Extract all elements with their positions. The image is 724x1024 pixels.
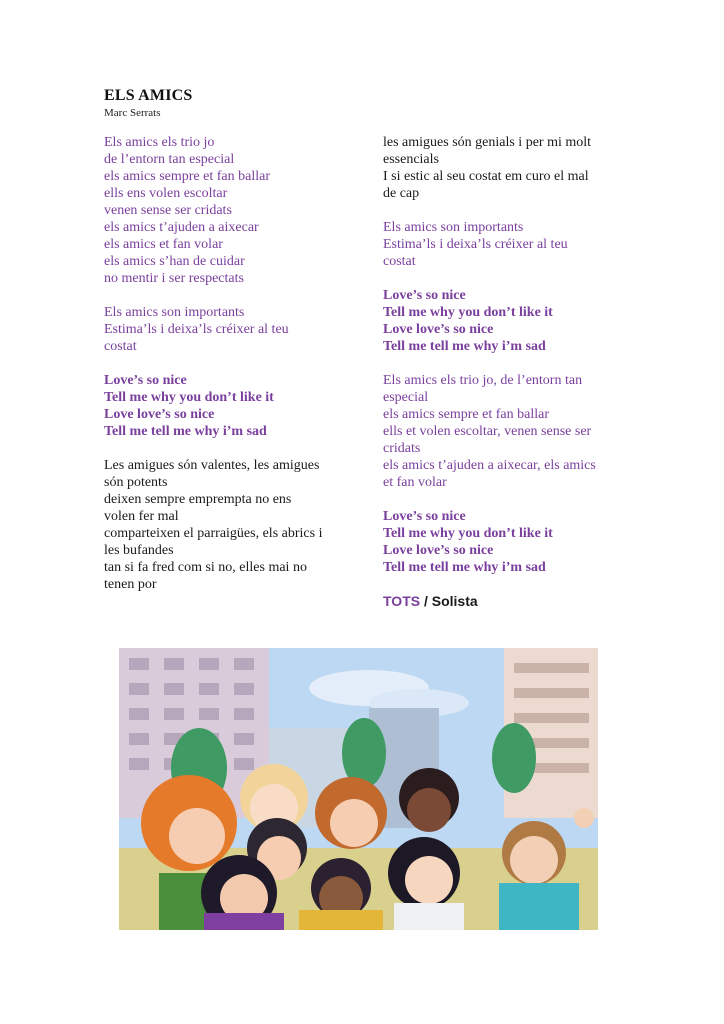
lyric-line: Love love’s so nice <box>104 407 215 422</box>
right-stanzas <box>383 134 623 576</box>
lyric-line: tan si fa fred com si no, elles mai no <box>104 560 307 575</box>
lyric-line: Tell me why you don’t like it <box>383 526 553 541</box>
lyric-line: cridats <box>383 441 421 456</box>
lyric-line: de cap <box>383 186 420 201</box>
lyric-line: els amics sempre et fan ballar <box>383 407 549 422</box>
lyric-line: ells et volen escoltar, venen sense ser <box>383 424 592 439</box>
lyric-line: Estima’ls i deixa’ls créixer al teu <box>383 237 568 252</box>
lyric-line: són potents <box>104 475 168 490</box>
lyric-line: les bufandes <box>104 543 174 558</box>
stanza <box>383 287 623 355</box>
lyric-line: Tell me tell me why i’m sad <box>104 424 267 439</box>
lyric-line: Els amics els trio jo, de l’entorn tan <box>383 373 583 388</box>
lyric-line: Els amics son importants <box>383 220 524 235</box>
lyric-line: Tell me tell me why i’m sad <box>383 339 546 354</box>
lyric-line: comparteixen el parraigües, els abrics i <box>104 526 323 541</box>
stanza <box>104 304 350 355</box>
lyric-line: Els amics els trio jo <box>104 135 215 150</box>
lyric-line: de l’entorn tan especial <box>104 152 235 167</box>
lyric-line: venen sense ser cridats <box>104 203 232 218</box>
stanza <box>383 508 623 576</box>
lyrics-column-left <box>104 134 350 610</box>
friends-illustration <box>119 648 598 930</box>
lyrics-column-right <box>383 134 623 610</box>
lyric-line: Els amics son importants <box>104 305 245 320</box>
lyric-line: Love love’s so nice <box>383 543 494 558</box>
stanza <box>383 219 623 270</box>
lyric-line: ells ens volen escoltar <box>104 186 228 201</box>
lyric-line: deixen sempre emprempta no ens <box>104 492 292 507</box>
lyric-line: Tell me why you don’t like it <box>383 305 553 320</box>
lyric-line: especial <box>383 390 429 405</box>
legend-separator: / <box>420 593 432 609</box>
illustration-svg <box>119 648 598 930</box>
lyric-line: essencials <box>383 152 439 167</box>
lyric-line: volen fer mal <box>104 509 179 524</box>
lyric-line: Tell me why you don’t like it <box>104 390 274 405</box>
stanza <box>383 372 623 491</box>
lyric-line: costat <box>104 339 137 354</box>
lyric-line: Tell me tell me why i’m sad <box>383 560 546 575</box>
lyric-line: Love’s so nice <box>104 373 187 388</box>
lyric-line: I si estic al seu costat em curo el mal <box>383 169 589 184</box>
voice-legend <box>383 593 623 610</box>
song-title: ELS AMICS <box>104 87 193 104</box>
song-author: Marc Serrats <box>104 107 161 119</box>
lyric-line: els amics sempre et fan ballar <box>104 169 270 184</box>
lyric-line: tenen por <box>104 577 157 592</box>
stanza <box>104 457 350 593</box>
stanza <box>383 134 623 202</box>
lyric-line: Love’s so nice <box>383 288 466 303</box>
stanza <box>104 134 350 287</box>
legend-tots: TOTS <box>383 593 421 609</box>
lyric-line: els amics s’han de cuidar <box>104 254 245 269</box>
legend-solista: Solista <box>431 593 478 609</box>
lyric-line: els amics t’ajuden a aixecar, els amics <box>383 458 596 473</box>
lyric-line: costat <box>383 254 416 269</box>
lyric-line: Love love’s so nice <box>383 322 494 337</box>
stanza <box>104 372 350 440</box>
lyric-line: Estima’ls i deixa’ls créixer al teu <box>104 322 289 337</box>
lyric-line: no mentir i ser respectats <box>104 271 244 286</box>
lyric-line: Love’s so nice <box>383 509 466 524</box>
lyric-line: Les amigues són valentes, les amigues <box>104 458 320 473</box>
lyric-line: les amigues són genials i per mi molt <box>383 135 592 150</box>
lyric-line: et fan volar <box>383 475 447 490</box>
lyric-line: els amics et fan volar <box>104 237 223 252</box>
lyric-line: els amics t’ajuden a aixecar <box>104 220 259 235</box>
